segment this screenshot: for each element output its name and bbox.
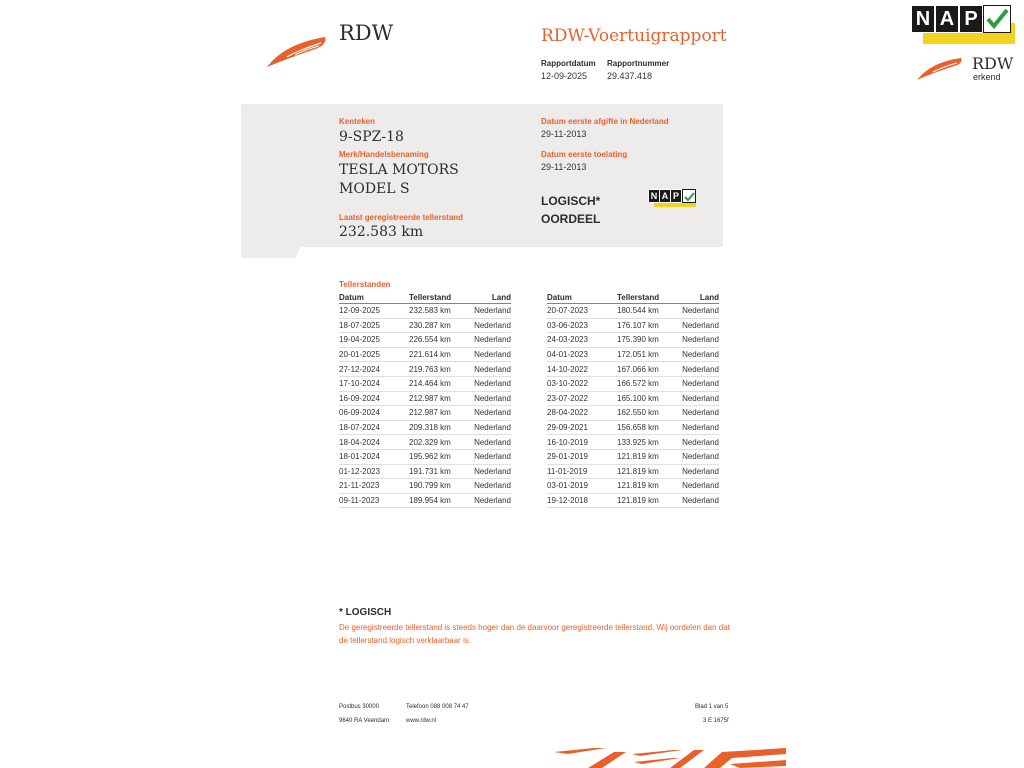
odometer-table-title: Tellerstanden bbox=[339, 280, 391, 289]
table-row bbox=[547, 420, 719, 435]
row-reading: 167.066 km bbox=[617, 362, 677, 377]
row-date: 18-07-2025 bbox=[339, 318, 409, 333]
nap-letter: P bbox=[670, 189, 682, 203]
row-date: 29-09-2021 bbox=[547, 420, 617, 435]
row-country: Nederland bbox=[469, 449, 511, 464]
row-reading: 190.799 km bbox=[409, 479, 469, 494]
row-reading: 209.318 km bbox=[409, 420, 469, 435]
odometer-table-right bbox=[547, 292, 719, 508]
footer-code: 3 E 1675f bbox=[703, 718, 729, 724]
panel-tab-decoration bbox=[241, 246, 301, 258]
report-number-label: Rapportnummer bbox=[607, 59, 670, 68]
table-row bbox=[339, 347, 511, 362]
table-row bbox=[339, 304, 511, 319]
row-date: 23-07-2022 bbox=[547, 391, 617, 406]
table-row bbox=[547, 318, 719, 333]
row-date: 20-07-2023 bbox=[547, 304, 617, 319]
row-reading: 121.819 km bbox=[617, 449, 677, 464]
table-row bbox=[547, 449, 719, 464]
report-title: RDW-Voertuigrapport bbox=[541, 26, 727, 46]
row-reading: 180.544 km bbox=[617, 304, 677, 319]
nap-letter: A bbox=[935, 5, 959, 33]
nap-letter: N bbox=[648, 189, 660, 203]
org-name: RDW bbox=[339, 21, 394, 45]
row-date: 09-11-2023 bbox=[339, 493, 409, 508]
footnote-text: De geregistreerde tellerstand is steeds hoger dan de daarvoor geregistreerde tellerstand. Wij oordelen dan dat de tellerstand logisch verklaarbaar is. bbox=[339, 623, 730, 645]
col-header-reading: Tellerstand bbox=[617, 292, 677, 304]
table-row bbox=[339, 333, 511, 348]
table-row bbox=[339, 493, 511, 508]
verdict-line1: LOGISCH* bbox=[541, 194, 601, 208]
row-date: 18-07-2024 bbox=[339, 420, 409, 435]
table-row bbox=[547, 333, 719, 348]
table-row bbox=[339, 362, 511, 377]
row-date: 28-04-2022 bbox=[547, 406, 617, 421]
footnote-title: * LOGISCH bbox=[339, 607, 392, 618]
row-reading: 212.987 km bbox=[409, 406, 469, 421]
first-nl-value: 29-11-2013 bbox=[541, 129, 587, 139]
row-reading: 202.329 km bbox=[409, 435, 469, 450]
row-reading: 133.925 km bbox=[617, 435, 677, 450]
nap-letter: P bbox=[959, 5, 983, 33]
row-date: 24-03-2023 bbox=[547, 333, 617, 348]
odometer-table-left bbox=[339, 292, 511, 508]
row-date: 12-09-2025 bbox=[339, 304, 409, 319]
rdw-logo-icon bbox=[265, 35, 331, 69]
col-header-date: Datum bbox=[339, 292, 409, 304]
first-admission-label: Datum eerste toelating bbox=[541, 150, 628, 159]
rdw-stripes-decoration bbox=[554, 746, 786, 768]
rdw-erkend-logo-icon bbox=[915, 56, 965, 82]
row-reading: 165.100 km bbox=[617, 391, 677, 406]
row-country: Nederland bbox=[677, 449, 719, 464]
odometer-value: 232.583 km bbox=[339, 224, 424, 240]
row-date: 29-01-2019 bbox=[547, 449, 617, 464]
row-country: Nederland bbox=[677, 406, 719, 421]
table-row bbox=[547, 376, 719, 391]
first-admission-value: 29-11-2013 bbox=[541, 162, 587, 172]
row-date: 06-09-2024 bbox=[339, 406, 409, 421]
nap-logo-icon bbox=[911, 5, 1015, 45]
rdw-erkend-name: RDW bbox=[972, 54, 1014, 73]
verdict-line2: OORDEEL bbox=[541, 212, 601, 226]
table-row bbox=[339, 406, 511, 421]
row-country: Nederland bbox=[469, 318, 511, 333]
table-row bbox=[339, 391, 511, 406]
plate-label: Kenteken bbox=[339, 117, 376, 126]
odometer-label: Laatst geregistreerde tellerstand bbox=[339, 213, 464, 222]
row-reading: 121.819 km bbox=[617, 479, 677, 494]
row-country: Nederland bbox=[677, 376, 719, 391]
row-country: Nederland bbox=[677, 420, 719, 435]
row-reading: 189.954 km bbox=[409, 493, 469, 508]
brand-label: Merk/Handelsbenaming bbox=[339, 150, 429, 159]
col-header-country: Land bbox=[677, 292, 719, 304]
table-row bbox=[547, 464, 719, 479]
row-country: Nederland bbox=[469, 376, 511, 391]
row-reading: 212.987 km bbox=[409, 391, 469, 406]
nap-letter: N bbox=[911, 5, 935, 33]
verdict bbox=[541, 192, 600, 228]
nap-mini-logo-icon bbox=[648, 189, 696, 207]
row-country: Nederland bbox=[677, 464, 719, 479]
nap-letter: A bbox=[659, 189, 671, 203]
row-date: 18-01-2024 bbox=[339, 449, 409, 464]
row-country: Nederland bbox=[469, 347, 511, 362]
row-country: Nederland bbox=[469, 435, 511, 450]
row-reading: 219.763 km bbox=[409, 362, 469, 377]
table-row bbox=[547, 435, 719, 450]
row-reading: 172.051 km bbox=[617, 347, 677, 362]
row-reading: 176.107 km bbox=[617, 318, 677, 333]
row-country: Nederland bbox=[469, 362, 511, 377]
checkmark-icon bbox=[983, 5, 1011, 33]
row-country: Nederland bbox=[677, 304, 719, 319]
row-date: 19-04-2025 bbox=[339, 333, 409, 348]
row-reading: 221.614 km bbox=[409, 347, 469, 362]
row-reading: 232.583 km bbox=[409, 304, 469, 319]
row-country: Nederland bbox=[677, 435, 719, 450]
report-number: 29.437.418 bbox=[607, 71, 653, 81]
row-reading: 214.464 km bbox=[409, 376, 469, 391]
row-reading: 121.819 km bbox=[617, 493, 677, 508]
row-date: 27-12-2024 bbox=[339, 362, 409, 377]
row-reading: 195.962 km bbox=[409, 449, 469, 464]
table-row bbox=[547, 304, 719, 319]
row-date: 03-06-2023 bbox=[547, 318, 617, 333]
row-country: Nederland bbox=[469, 304, 511, 319]
row-date: 03-01-2019 bbox=[547, 479, 617, 494]
row-date: 18-04-2024 bbox=[339, 435, 409, 450]
row-country: Nederland bbox=[469, 420, 511, 435]
row-reading: 230.287 km bbox=[409, 318, 469, 333]
row-date: 11-01-2019 bbox=[547, 464, 617, 479]
row-country: Nederland bbox=[469, 406, 511, 421]
plate-value: 9-SPZ-18 bbox=[339, 129, 404, 145]
row-date: 16-09-2024 bbox=[339, 391, 409, 406]
col-header-date: Datum bbox=[547, 292, 617, 304]
row-reading: 166.572 km bbox=[617, 376, 677, 391]
row-date: 17-10-2024 bbox=[339, 376, 409, 391]
row-date: 03-10-2022 bbox=[547, 376, 617, 391]
row-country: Nederland bbox=[469, 479, 511, 494]
table-row bbox=[547, 362, 719, 377]
table-row bbox=[547, 406, 719, 421]
row-country: Nederland bbox=[677, 333, 719, 348]
row-reading: 162.550 km bbox=[617, 406, 677, 421]
table-row bbox=[339, 464, 511, 479]
row-reading: 226.554 km bbox=[409, 333, 469, 348]
first-nl-label: Datum eerste afgifte in Nederland bbox=[541, 117, 669, 126]
model-value: MODEL S bbox=[339, 181, 410, 197]
col-header-country: Land bbox=[469, 292, 511, 304]
table-row bbox=[547, 391, 719, 406]
row-date: 14-10-2022 bbox=[547, 362, 617, 377]
table-row bbox=[339, 376, 511, 391]
checkmark-icon bbox=[682, 189, 696, 203]
row-country: Nederland bbox=[677, 347, 719, 362]
row-reading: 191.731 km bbox=[409, 464, 469, 479]
row-reading: 121.819 km bbox=[617, 464, 677, 479]
footer-address: 9640 RA Veendam bbox=[339, 718, 390, 724]
row-date: 19-12-2018 bbox=[547, 493, 617, 508]
col-header-reading: Tellerstand bbox=[409, 292, 469, 304]
row-country: Nederland bbox=[469, 493, 511, 508]
row-country: Nederland bbox=[677, 318, 719, 333]
row-reading: 156.658 km bbox=[617, 420, 677, 435]
row-country: Nederland bbox=[469, 333, 511, 348]
table-row bbox=[339, 449, 511, 464]
footer-postbus: Postbus 30000 bbox=[339, 704, 380, 710]
row-reading: 175.390 km bbox=[617, 333, 677, 348]
row-country: Nederland bbox=[677, 391, 719, 406]
row-date: 01-12-2023 bbox=[339, 464, 409, 479]
row-date: 21-11-2023 bbox=[339, 479, 409, 494]
report-date-label: Rapportdatum bbox=[541, 59, 596, 68]
row-country: Nederland bbox=[469, 391, 511, 406]
brand-value: TESLA MOTORS bbox=[339, 162, 459, 178]
row-country: Nederland bbox=[677, 362, 719, 377]
row-country: Nederland bbox=[677, 479, 719, 494]
row-country: Nederland bbox=[469, 464, 511, 479]
report-date: 12-09-2025 bbox=[541, 71, 588, 81]
erkend-label: erkend bbox=[973, 72, 1001, 82]
table-row bbox=[547, 347, 719, 362]
footer-phone: Telefoon 088 008 74 47 bbox=[406, 704, 469, 710]
table-row bbox=[339, 318, 511, 333]
row-date: 04-01-2023 bbox=[547, 347, 617, 362]
table-row bbox=[547, 479, 719, 494]
table-row bbox=[547, 493, 719, 508]
table-row bbox=[339, 420, 511, 435]
row-country: Nederland bbox=[677, 493, 719, 508]
table-row bbox=[339, 435, 511, 450]
row-date: 20-01-2025 bbox=[339, 347, 409, 362]
row-date: 16-10-2019 bbox=[547, 435, 617, 450]
footer-website: www.rdw.nl bbox=[406, 718, 437, 724]
table-row bbox=[339, 479, 511, 494]
footer-page: Blad 1 van 5 bbox=[695, 704, 729, 710]
